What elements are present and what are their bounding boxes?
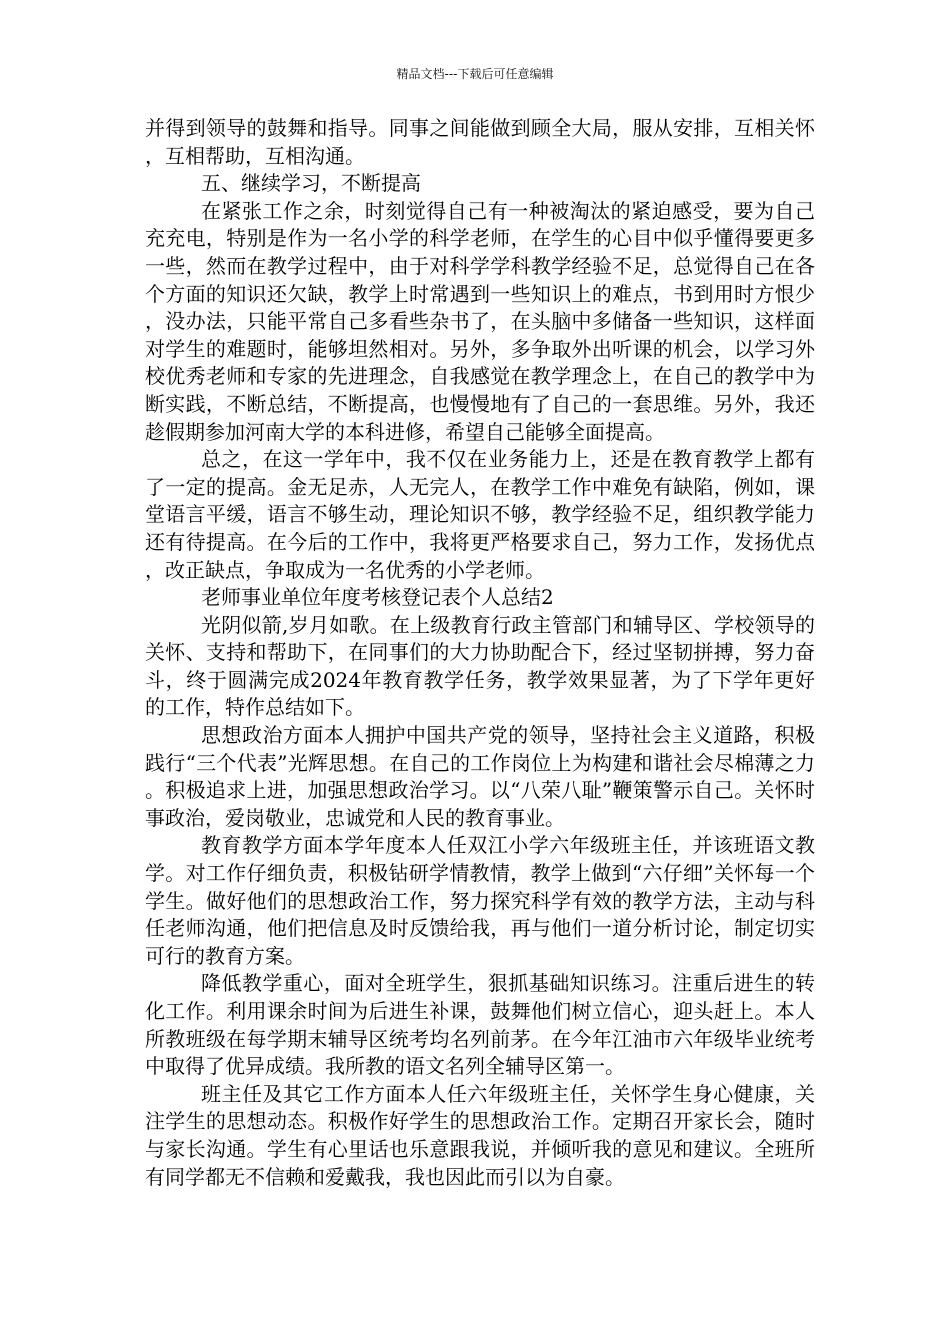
- paragraph: 思想政治方面本人拥护中国共产党的领导，坚持社会主义道路，积极践行“三个代表”光辉思想。在自己的工作岗位上为构建和谐社会尽棉薄之力。积极追求上进，加强思想政治学习。以“八荣八耻”鞭策警示自己。关怀时事政治，爱岗敬业，忠诚党和人民的教育事业。: [145, 723, 815, 830]
- document-title: 老师事业单位年度考核登记表个人总结2: [201, 585, 554, 610]
- paragraph: 班主任及其它工作方面本人任六年级班主任，关怀学生身心健康，关注学生的思想动态。积极作好学生的思想政治工作。定期召开家长会，随时与家长沟通。学生有心里话也乐意跟我说，并倾听我的意见和建议。全班所有同学都无不信赖和爱戴我，我也因此而引以为自豪。: [145, 1081, 815, 1189]
- paragraph: 总之，在这一学年中，我不仅在业务能力上，还是在教育教学上都有了一定的提高。金无足赤，人无完人，在教学工作中难免有缺陷，例如，课堂语言平缓，语言不够生动，理论知识不够，教学经验不足，组织教学能力还有待提高。在今后的工作中，我将更严格要求自己，努力工作，发扬优点，改正缺点，争取成为一名优秀的小学老师。: [145, 447, 815, 582]
- section-heading: 五、继续学习，不断提高: [201, 171, 421, 196]
- page-header: 精品文档---下载后可任意编辑: [396, 67, 554, 81]
- document-body: [145, 115, 815, 1191]
- paragraph: 教育教学方面本学年度本人任双江小学六年级班主任，并该班语文教学。对工作仔细负责，积极钻研学情教情，教学上做到“六仔细”关怀每一个学生。做好他们的思想政治工作，努力探究科学有效的教学方法，主动与科任老师沟通，他们把信息及时反馈给我，再与他们一道分析讨论，制定切实可行的教育方案。: [145, 833, 815, 968]
- paragraph: 降低教学重心，面对全班学生，狠抓基础知识练习。注重后进生的转化工作。利用课余时间为后进生补课，鼓舞他们树立信心，迎头赶上。本人所教班级在每学期末辅导区统考均名列前茅。在今年江油市六年级毕业统考中取得了优异成绩。我所教的语文名列全辅导区第一。: [145, 971, 815, 1079]
- paragraph: 并得到领导的鼓舞和指导。同事之间能做到顾全大局，服从安排，互相关怀，互相帮助，互相沟通。: [145, 116, 815, 168]
- paragraph: 在紧张工作之余，时刻觉得自己有一种被淘汰的紧迫感受，要为自己充充电，特别是作为一名小学的科学老师，在学生的心目中似乎懂得要更多一些，然而在教学过程中，由于对科学学科教学经验不足，总觉得自己在各个方面的知识还欠缺，教学上时常遇到一些知识上的难点，书到用时方恨少，没办法，只能平常自己多看些杂书了，在头脑中多储备一些知识，这样面对学生的难题时，能够坦然相对。另外，多争取外出听课的机会，以学习外校优秀老师和专家的先进理念，自我感觉在教学理念上，在自己的教学中为断实践，不断总结，不断提高，也慢慢地有了自己的一套思维。另外，我还趁假期参加河南大学的本科进修，希望自己能够全面提高。: [145, 198, 815, 444]
- paragraph: 光阴似箭,岁月如歌。在上级教育行政主管部门和辅导区、学校领导的关怀、支持和帮助下，在同事们的大力协助配合下，经过坚韧拼搏，努力奋斗，终于圆满完成2024年教育教学任务，教学效果显著，为了下学年更好的工作，特作总结如下。: [145, 612, 815, 720]
